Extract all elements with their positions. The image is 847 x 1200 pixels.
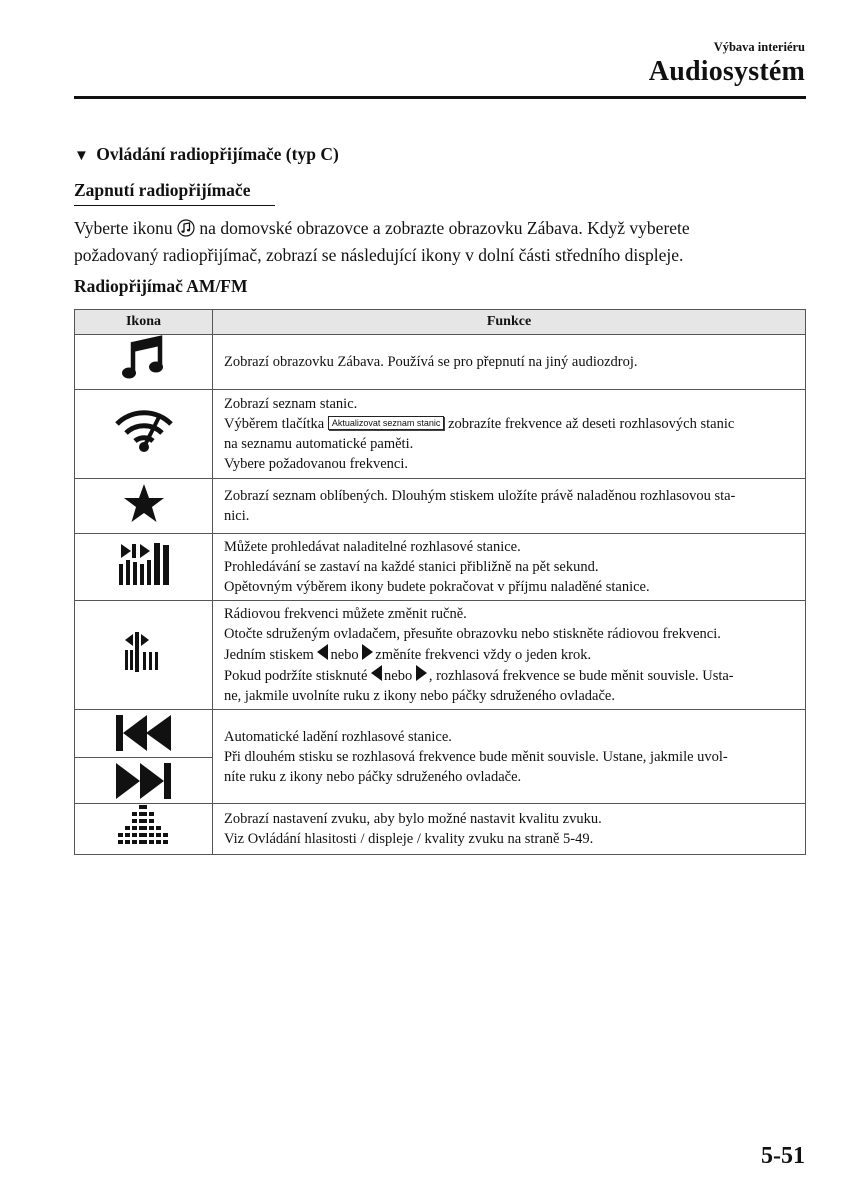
row-description bbox=[213, 534, 806, 601]
section-heading-text: Ovládání radiopřijímače (typ C) bbox=[96, 144, 339, 164]
table-row bbox=[75, 479, 806, 534]
table-row bbox=[75, 534, 806, 601]
description-text: nebo bbox=[330, 647, 359, 663]
row-description bbox=[213, 804, 806, 855]
update-station-list-button: Aktualizovat seznam stanic bbox=[328, 416, 445, 430]
left-triangle-icon bbox=[317, 644, 328, 660]
description-line: na seznamu automatické paměti. bbox=[224, 436, 414, 452]
description-line: Vybere požadovanou frekvenci. bbox=[224, 456, 408, 472]
description-line: Rádiovou frekvenci můžete změnit ručně. bbox=[224, 606, 467, 622]
star-icon bbox=[75, 479, 213, 534]
seek-divider bbox=[75, 757, 212, 758]
left-triangle-icon bbox=[371, 665, 382, 681]
description-line: Při dlouhém stisku se rozhlasová frekvence bude měnit souvisle. Ustane, jakmile uvol- bbox=[224, 748, 728, 765]
section-heading bbox=[74, 144, 339, 165]
row-description bbox=[213, 479, 806, 534]
title-rule bbox=[74, 96, 806, 99]
description-line: ne, jakmile uvolníte ruku z ikony nebo páčky sdruženého ovladače. bbox=[224, 688, 615, 704]
subheading: Zapnutí radiopřijímače bbox=[74, 180, 251, 200]
description-line bbox=[224, 414, 795, 434]
manual-tune-icon bbox=[75, 601, 213, 710]
table-row bbox=[75, 710, 806, 804]
description-line: níte ruku z ikony nebo páčky sdruženého ovladače. bbox=[224, 768, 522, 785]
table-row bbox=[75, 804, 806, 855]
description-text: Jedním stiskem bbox=[224, 647, 314, 663]
radio-signal-icon bbox=[75, 390, 213, 479]
table-title: Radiopřijímač AM/FM bbox=[74, 276, 248, 296]
table-row bbox=[75, 601, 806, 710]
description-line: Zobrazí seznam stanic. bbox=[224, 396, 358, 412]
description-line: Automatické ladění rozhlasové stanice. bbox=[224, 728, 452, 745]
description-line: Můžete prohledávat naladitelné rozhlasové stanice. bbox=[224, 539, 521, 555]
description-line: Zobrazí seznam oblíbených. Dlouhým stiskem uložíte právě naladěnou rozhlasovou sta- bbox=[224, 488, 736, 504]
header-function: Funkce bbox=[213, 310, 806, 335]
page-number: 5-51 bbox=[761, 1143, 805, 1169]
description-text: zobrazíte frekvence až deseti rozhlasových stanic bbox=[448, 416, 735, 432]
description-line: Prohledávání se zastaví na každé stanici přibližně na pět sekund. bbox=[224, 559, 599, 575]
entertainment-icon bbox=[177, 219, 195, 243]
description-line: Zobrazí nastavení zvuku, aby bylo možné nastavit kvalitu zvuku. bbox=[224, 811, 602, 827]
description-text: Výběrem tlačítka bbox=[224, 416, 325, 432]
table-header-row bbox=[75, 310, 806, 335]
radio-function-table bbox=[74, 309, 806, 855]
equalizer-icon bbox=[75, 804, 213, 855]
description-line: Zobrazí obrazovku Zábava. Používá se pro přepnutí na jiný audiozdroj. bbox=[224, 354, 638, 370]
description-line bbox=[224, 665, 795, 686]
description-text: Pokud podržíte stisknuté bbox=[224, 668, 368, 684]
intro-paragraph bbox=[74, 216, 808, 267]
scan-icon bbox=[75, 534, 213, 601]
seek-forward-icon bbox=[116, 763, 172, 799]
page-title: Audiosystém bbox=[648, 56, 805, 87]
description-line: Viz Ovládání hlasitosti / displeje / kvality zvuku na straně 5-49. bbox=[224, 831, 594, 847]
intro-line2: požadovaný radiopřijímač, zobrazí se následující ikony v dolní části středního displeje. bbox=[74, 245, 684, 265]
seek-back-icon bbox=[116, 715, 172, 751]
intro-part1: Vyberte ikonu bbox=[74, 218, 173, 238]
table-row bbox=[75, 390, 806, 479]
right-triangle-icon bbox=[416, 665, 427, 681]
description-line: Opětovným výběrem ikony budete pokračovat v příjmu naladěné stanice. bbox=[224, 579, 650, 595]
description-line: nici. bbox=[224, 508, 250, 524]
description-line: Otočte sdruženým ovladačem, přesuňte obrazovku nebo stiskněte rádiovou frekvenci. bbox=[224, 626, 721, 642]
row-description bbox=[213, 390, 806, 479]
intro-part2: na domovské obrazovce a zobrazte obrazovku Zábava. Když vyberete bbox=[199, 218, 690, 238]
table-row bbox=[75, 335, 806, 390]
description-text: změníte frekvenci vždy o jeden krok. bbox=[375, 647, 592, 663]
seek-icons bbox=[75, 710, 213, 804]
header-icon: Ikona bbox=[75, 310, 213, 335]
section-label: Výbava interiéru bbox=[713, 40, 805, 54]
triangle-down-icon: ▼ bbox=[74, 148, 89, 164]
subheading-underline bbox=[74, 205, 275, 206]
description-text: nebo bbox=[384, 668, 413, 684]
description-text: , rozhlasová frekvence se bude měnit souvisle. Ustа- bbox=[428, 668, 734, 684]
description-line bbox=[224, 644, 795, 665]
row-description bbox=[213, 601, 806, 710]
row-description bbox=[213, 710, 806, 804]
music-note-icon bbox=[75, 335, 213, 390]
right-triangle-icon bbox=[362, 644, 373, 660]
row-description bbox=[213, 335, 806, 390]
